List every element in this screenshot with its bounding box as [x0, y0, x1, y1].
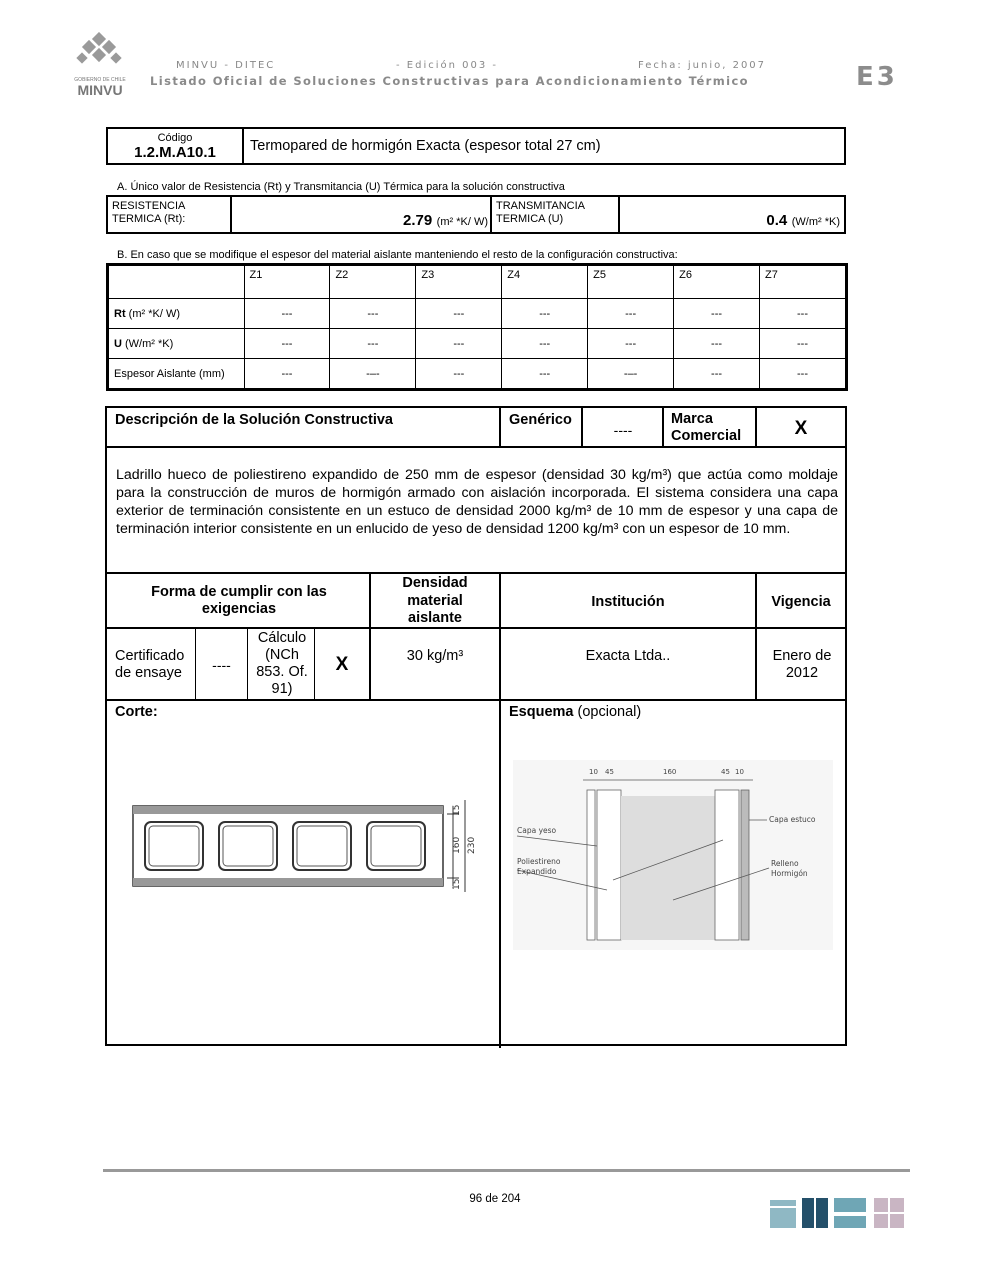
- row-label-bold: U: [114, 337, 122, 350]
- table-cell: ---: [244, 359, 330, 389]
- row-label-rest: (m² *K/ W): [125, 307, 180, 320]
- cert-label: Certificado de ensaye: [115, 648, 185, 681]
- code-label: Código: [157, 132, 193, 144]
- table-cell: ---: [674, 299, 760, 329]
- zones-table-wrapper: [106, 263, 848, 391]
- table-cell: ---: [674, 359, 760, 389]
- institution-header: Institución: [591, 594, 665, 610]
- table-cell: -–-: [588, 359, 674, 389]
- zone-header: Z7: [760, 266, 846, 299]
- table-cell: ---: [502, 299, 588, 329]
- esquema-dim: 10: [589, 768, 598, 776]
- u-label-line1: TRANSMITANCIA: [496, 200, 586, 212]
- esquema-label-text: Expandido: [517, 867, 557, 876]
- rt-label: [112, 200, 185, 226]
- esquema-label: Esquema: [509, 704, 574, 720]
- header-badge: E3: [856, 62, 898, 92]
- institution-value: Exacta Ltda..: [585, 648, 671, 664]
- table-cell: ---: [502, 359, 588, 389]
- logo-caption-top: GOBIERNO DE CHILE: [74, 77, 126, 83]
- table-cell: ---: [244, 299, 330, 329]
- row-label: [109, 359, 245, 389]
- u-label: [496, 200, 585, 226]
- table-cell: ---: [416, 359, 502, 389]
- esquema-title: [509, 704, 641, 720]
- table-cell: ---: [416, 299, 502, 329]
- brand-value: X: [794, 418, 808, 439]
- page-number: 96 de 204: [469, 1193, 521, 1205]
- table-cell: ---: [416, 329, 502, 359]
- code-cell: [108, 129, 244, 163]
- code-value: 1.2.M.A10.1: [134, 144, 216, 161]
- header-org: MINVU - DITEC: [176, 60, 276, 71]
- corte-label: Corte:: [115, 704, 158, 720]
- table-row: [109, 359, 846, 389]
- logo-caption-minvu: MINVU: [77, 82, 123, 98]
- row-label-rest: (W/m² *K): [121, 337, 174, 350]
- code-box: [106, 127, 846, 165]
- u-label-line2: TERMICA (U): [496, 213, 564, 225]
- u-value-cell: [620, 212, 840, 230]
- table-cell: ---: [244, 329, 330, 359]
- rt-unit: (m² *K/ W): [436, 216, 488, 228]
- esquema-label-text: Hormigón: [771, 869, 808, 878]
- density-header: Densidad material aislante: [402, 575, 468, 626]
- table-row: [109, 299, 846, 329]
- esquema-drawing: [513, 760, 833, 950]
- validity-header: Vigencia: [771, 594, 831, 610]
- esquema-dim: 160: [663, 768, 677, 776]
- zone-header: Z3: [416, 266, 502, 299]
- cert-value: ----: [212, 657, 231, 673]
- rt-label-line2: TERMICA (Rt):: [112, 213, 186, 225]
- u-unit: (W/m² *K): [791, 216, 840, 228]
- density-value: 30 kg/m³: [406, 648, 464, 664]
- esquema-dim: 10: [735, 768, 744, 776]
- corte-dim: 15: [452, 804, 462, 816]
- section-b-title: B. En caso que se modifique el espesor del material aislante manteniendo el resto de la configuración constructiva:: [117, 249, 678, 261]
- header-title: Listado Oficial de Soluciones Constructivas para Acondicionamiento Térmico: [150, 74, 749, 88]
- row-label: [109, 299, 245, 329]
- solution-description: Ladrillo hueco de poliestireno expandido de 250 mm de espesor (densidad 30 kg/m³) que actúa como moldaje para la construcción de muros de hormigón armado con aislación incorporada. El sistema considera una capa exterior de terminación consistente en un estuco de densidad 2000 kg/m³ de 10 mm de espesor y una capa de terminación interior consistente en un enlucido de yeso de densidad 1200 kg/m³ con un espesor de 10 mm.: [116, 467, 838, 537]
- footer-logo-icon: [770, 1196, 908, 1230]
- esquema-optional: (opcional): [573, 704, 642, 720]
- corte-dim: 160: [452, 836, 462, 854]
- table-cell: ---: [588, 329, 674, 359]
- code-description: Termopared de hormigón Exacta (espesor total 27 cm): [250, 138, 601, 154]
- esquema-dim: 45: [605, 768, 614, 776]
- esquema-dim: 45: [721, 768, 730, 776]
- zone-header: Z2: [330, 266, 416, 299]
- zone-header: Z5: [588, 266, 674, 299]
- table-cell: ---: [760, 299, 846, 329]
- header-edition: - Edición 003 -: [396, 60, 499, 71]
- minvu-logo-icon: [72, 32, 128, 72]
- esquema-label-text: Capa yeso: [517, 826, 557, 835]
- zone-header: Z6: [674, 266, 760, 299]
- footer-rule: [103, 1169, 910, 1172]
- rt-label-line1: RESISTENCIA: [112, 200, 186, 212]
- zone-header: Z1: [244, 266, 330, 299]
- minvu-logo: [72, 32, 128, 98]
- section-a-box: [106, 195, 846, 234]
- row-label-rest: Espesor Aislante (mm): [114, 367, 225, 380]
- section-a-title: A. Único valor de Resistencia (Rt) y Transmitancia (U) Térmica para la solución constructiva: [117, 181, 565, 193]
- calc-value: X: [335, 654, 349, 675]
- generic-value: ----: [613, 422, 633, 438]
- corte-drawing: [131, 800, 481, 904]
- table-cell: -–-: [330, 359, 416, 389]
- table-row: [109, 329, 846, 359]
- table-cell: ---: [588, 299, 674, 329]
- table-cell: ---: [674, 329, 760, 359]
- generic-label: Genérico: [509, 412, 572, 428]
- corte-dim: 15: [452, 878, 462, 890]
- esquema-label-text: Capa estuco: [769, 815, 816, 824]
- table-cell: ---: [760, 359, 846, 389]
- calc-label: Cálculo (NCh 853. Of. 91): [256, 630, 308, 697]
- table-cell: ---: [330, 329, 416, 359]
- form-header: Forma de cumplir con las exigencias: [151, 584, 327, 617]
- header-date: Fecha: junio, 2007: [638, 60, 767, 71]
- solution-box: [105, 406, 847, 1046]
- validity-value: Enero de 2012: [772, 648, 832, 681]
- rt-value: 2.79: [403, 212, 433, 229]
- u-value: 0.4: [766, 212, 788, 229]
- row-label: [109, 329, 245, 359]
- rt-value-cell: [232, 212, 488, 230]
- table-cell: ---: [330, 299, 416, 329]
- zones-table: [108, 265, 846, 389]
- brand-label: Marca Comercial: [671, 411, 742, 444]
- row-label-bold: Rt: [114, 307, 126, 320]
- desc-title: Descripción de la Solución Constructiva: [115, 412, 393, 428]
- zone-header: Z4: [502, 266, 588, 299]
- esquema-label-text: Poliestireno: [517, 857, 561, 866]
- esquema-label-text: Relleno: [771, 859, 799, 868]
- corte-dim: 230: [467, 836, 477, 854]
- table-cell: ---: [502, 329, 588, 359]
- table-cell: ---: [760, 329, 846, 359]
